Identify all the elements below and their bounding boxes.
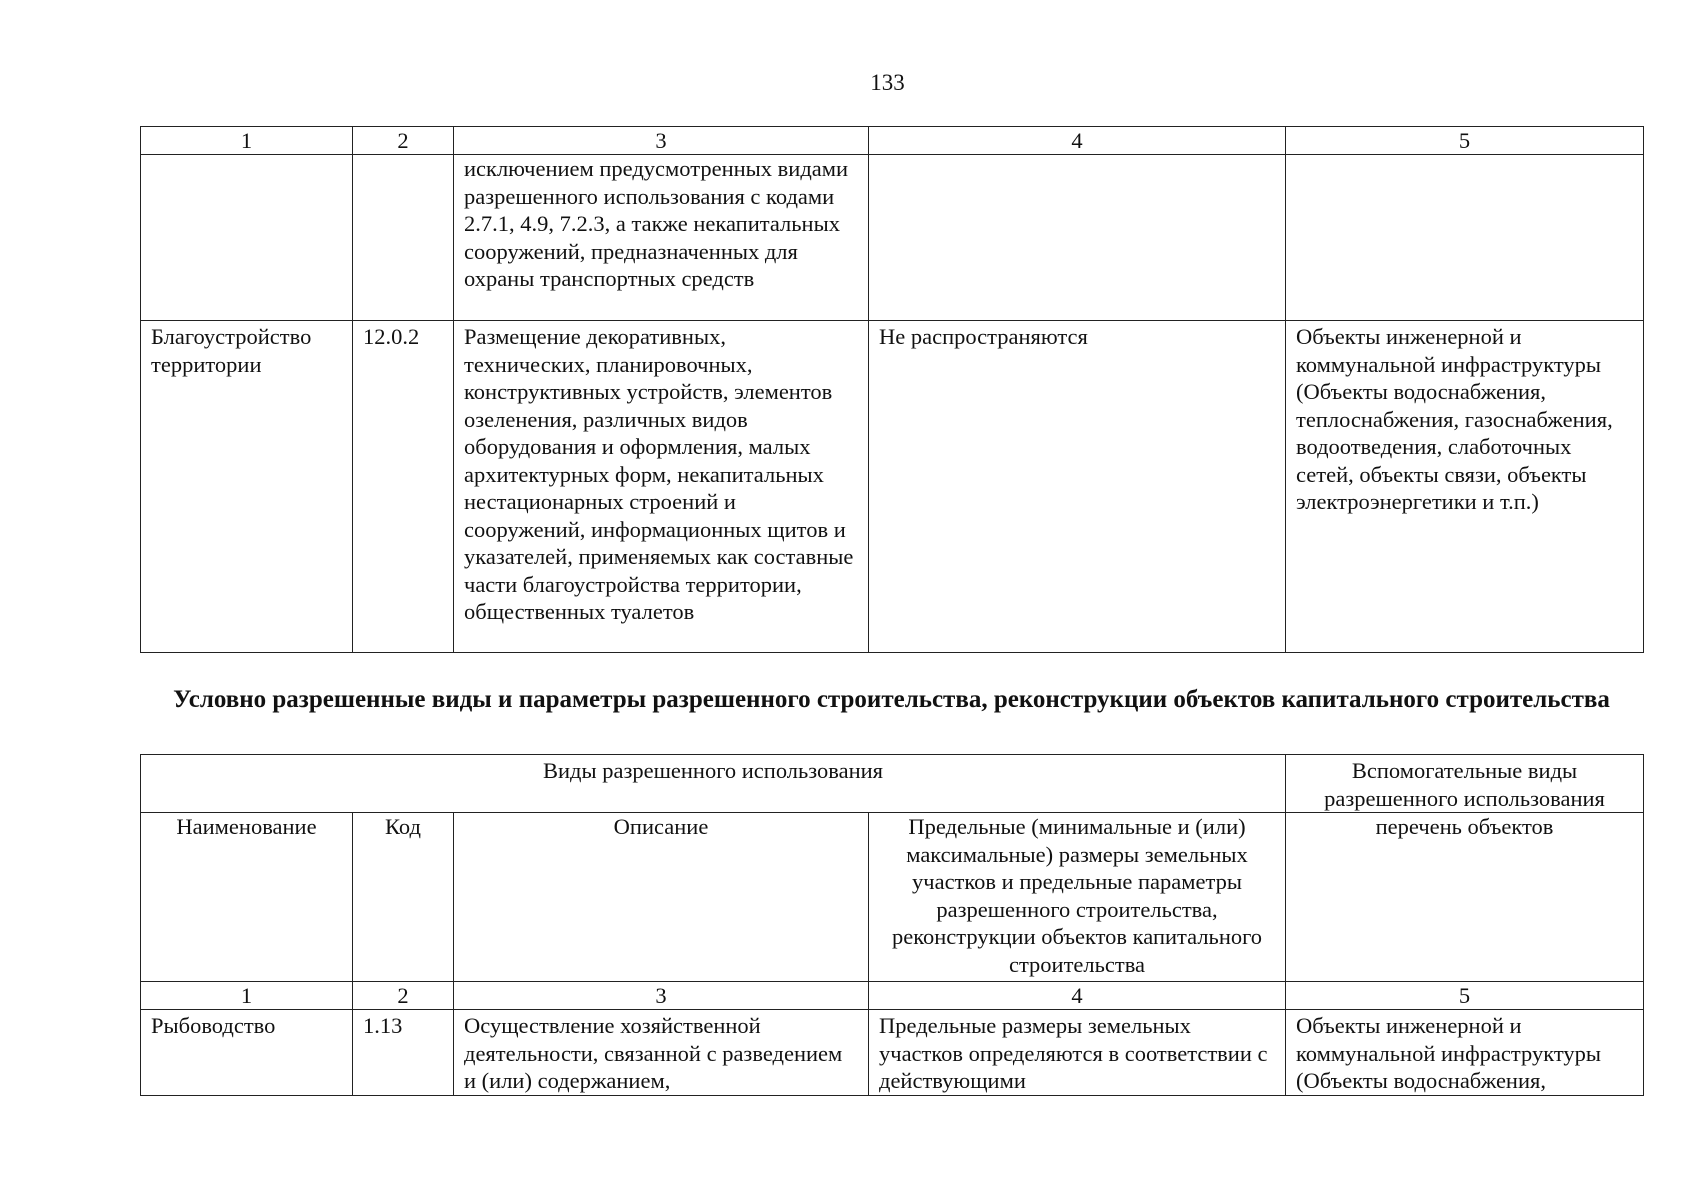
- header-auxiliary: перечень объектов: [1286, 813, 1644, 982]
- column-number: 1: [141, 982, 353, 1010]
- conditional-land-use-table: [140, 754, 1644, 1096]
- table-row: [141, 321, 1644, 653]
- header-parameters: Предельные (минимальные и (или) максимальные) размеры земельных участков и предельные параметры разрешенного строительства, реконструкции объектов капитального строительства: [869, 813, 1286, 982]
- group-header-row: [141, 755, 1644, 813]
- use-code-cell: 1.13: [353, 1010, 454, 1096]
- column-number: 3: [454, 127, 869, 155]
- column-number: 4: [869, 982, 1286, 1010]
- use-name-cell: [141, 155, 353, 321]
- header-code: Код: [353, 813, 454, 982]
- column-number: 2: [353, 982, 454, 1010]
- auxiliary-objects-cell: [1286, 155, 1644, 321]
- page-number: 133: [870, 70, 905, 95]
- column-number-row: [141, 982, 1644, 1010]
- column-header-row: [141, 813, 1644, 982]
- column-number: 5: [1286, 982, 1644, 1010]
- group-header-auxiliary: Вспомогательные виды разрешенного использования: [1286, 755, 1644, 813]
- use-parameters-cell: [869, 155, 1286, 321]
- column-number: 5: [1286, 127, 1644, 155]
- table-row: [141, 1010, 1644, 1096]
- header-name: Наименование: [141, 813, 353, 982]
- auxiliary-objects-cell: Объекты инженерной и коммунальной инфраструктуры (Объекты водоснабжения, теплоснабжения, газоснабжения, водоотведения, слаботочных сетей, объекты связи, объекты электроэнергетики и т.п.): [1286, 321, 1644, 653]
- column-number: 3: [454, 982, 869, 1010]
- use-name-cell: Рыбоводство: [141, 1010, 353, 1096]
- column-number: 1: [141, 127, 353, 155]
- column-number: 4: [869, 127, 1286, 155]
- section-heading: Условно разрешенные виды и параметры разрешенного строительства, реконструкции объектов капитального строительства: [173, 686, 1610, 713]
- header-description: Описание: [454, 813, 869, 982]
- land-use-table-continued: [140, 126, 1644, 653]
- use-parameters-cell: Не распространяются: [869, 321, 1286, 653]
- table-row: [141, 155, 1644, 321]
- column-number-row: [141, 127, 1644, 155]
- auxiliary-objects-cell: Объекты инженерной и коммунальной инфраструктуры (Объекты водоснабжения,: [1286, 1010, 1644, 1096]
- use-description-cell: исключением предусмотренных видами разрешенного использования с кодами 2.7.1, 4.9, 7.2.3, а также некапитальных сооружений, предназначенных для охраны транспортных средств: [454, 155, 869, 321]
- use-parameters-cell: Предельные размеры земельных участков определяются в соответствии с действующими: [869, 1010, 1286, 1096]
- use-code-cell: 12.0.2: [353, 321, 454, 653]
- use-description-cell: Размещение декоративных, технических, планировочных, конструктивных устройств, элементов озеленения, различных видов оборудования и оформления, малых архитектурных форм, некапитальных нестационарных строений и сооружений, информационных щитов и указателей, применяемых как составные части благоустройства территории, общественных туалетов: [454, 321, 869, 653]
- use-description-cell: Осуществление хозяйственной деятельности, связанной с разведением и (или) содержанием,: [454, 1010, 869, 1096]
- use-name-cell: Благоустройство территории: [141, 321, 353, 653]
- group-header-main: Виды разрешенного использования: [141, 755, 1286, 813]
- column-number: 2: [353, 127, 454, 155]
- use-code-cell: [353, 155, 454, 321]
